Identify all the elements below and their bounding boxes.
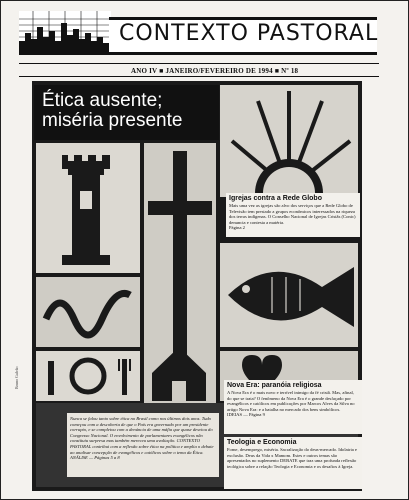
story-globo (226, 193, 360, 237)
story-analise (67, 413, 219, 477)
masthead-title-bar (109, 17, 377, 55)
story-teologia-text: Fome, desemprego, miséria. Sacralização do deus-mercado. Idolatria e exclusão. Deus da Vida x Mamom. Estes e outros temas são apresentados no suplemento DEBATE que traz uma profunda reflexão teológica sobre a relação Teologia e Economia e os desafios à Igreja. (227, 447, 357, 469)
headline-line-1: Ética ausente; (42, 90, 163, 111)
city-skyline-logo (19, 11, 111, 55)
story-nova-era-text: A Nova Era é o mais novo e terrível inimigo da fé cristã. Mas, afinal, do que se trata? O fenômeno da Nova Era é o grande desfaçado por evangélicos e católicos em publicações por Marcos Alves da Silva no artigo Nova Era: e a batalha no mercado dos bens simbólicos. (227, 390, 355, 412)
headline-line-2: miséria presente (42, 110, 183, 131)
story-nova-era-page: IDEIAS — Página 9 (227, 412, 265, 418)
story-nova-era-title: Nova Era: paranóia religiosa (227, 382, 322, 389)
masthead-rule-bottom (19, 76, 379, 77)
masthead-rule-top (19, 63, 379, 64)
story-globo-page: Página 2 (229, 225, 245, 231)
issue-line: ANO IV ■ JANEIRO/FEVEREIRO DE 1994 ■ Nº 18 (131, 67, 299, 75)
story-analise-text: Nunca se falou tanto sobre ética no Brasil como nos últimos dois anos. Tudo começou com a descoberta de que o País era governado por um presidente corrupto, e se completou com a denúncia de uma máfia que quase desviou do Congresso Nacional. O envolvimento de parlamentares evangélicos não constituiu surpresa mas também mereceu uma avaliação. CONTEXTO PASTORAL contribui com a reflexão sobre ética na política e amplia o debate ao analisar concepção de evangélicos e católicos sobre o tema da Ética. (70, 416, 214, 455)
story-analise-page: ANÁLISE — Páginas 5 a 8 (70, 455, 120, 461)
story-teologia (224, 437, 362, 489)
story-globo-title: Igrejas contra a Rede Globo (229, 195, 322, 202)
story-globo-text: Mais uma vez as igrejas são alvo dos serviços que a Rede Globo de Televisão tem prestado a grupos econômicos interessados na riqueza dos terras indígenas. O Conselho Nacional de Igrejas Cristãs (Conic) denuncia e contesta a matéria. (229, 203, 356, 225)
photo-credit: Bruno Galvão (14, 366, 19, 389)
story-teologia-title: Teologia e Economia (227, 439, 297, 446)
masthead-title: CONTEXTO PASTORAL (119, 21, 379, 46)
cover-headline (34, 85, 219, 140)
story-nova-era (224, 380, 362, 434)
